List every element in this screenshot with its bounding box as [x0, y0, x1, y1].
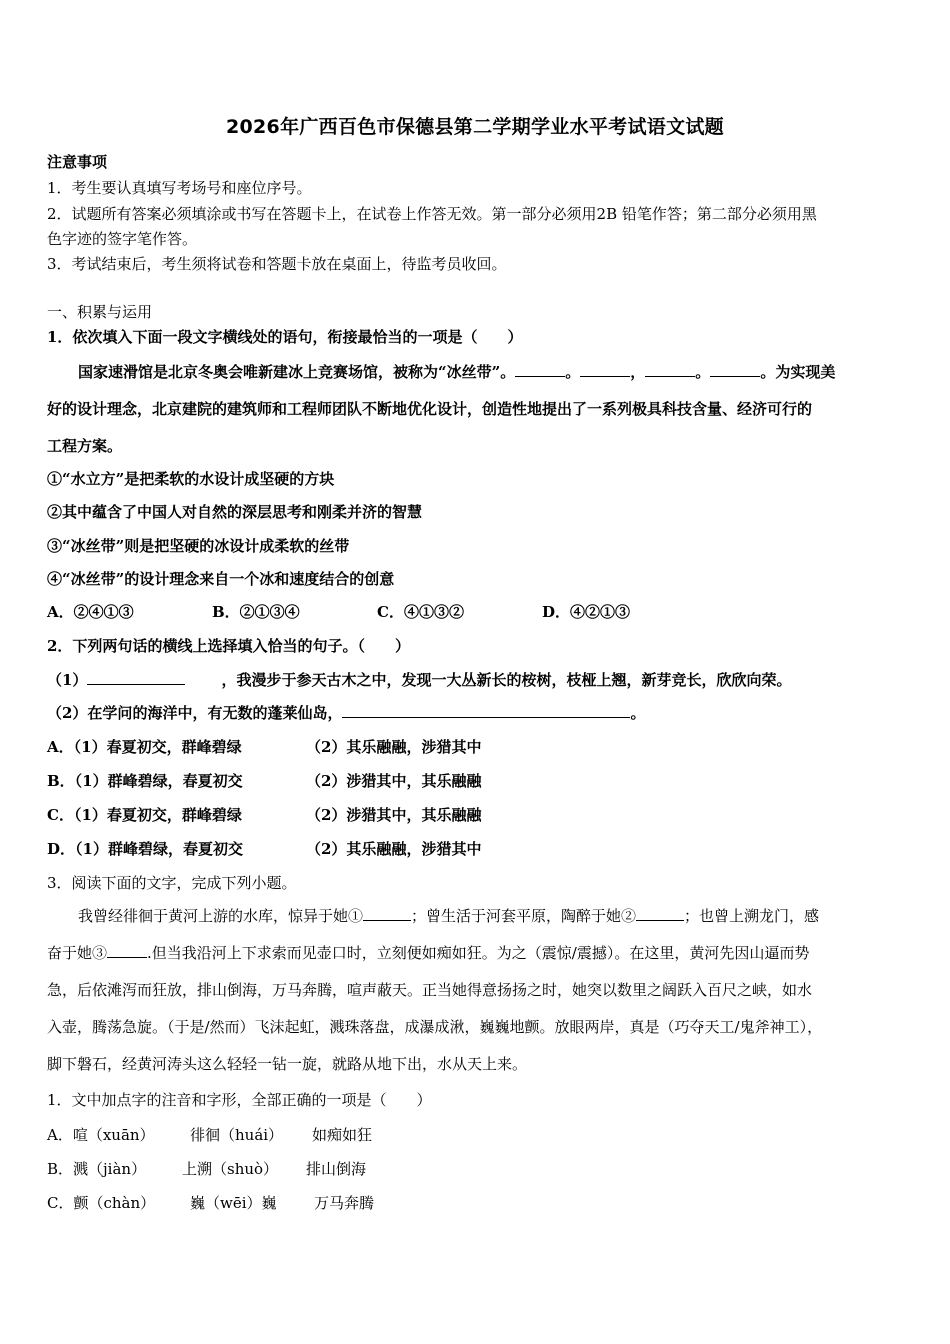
- question-1-option-c[interactable]: C．④①③②: [377, 603, 464, 621]
- question-1-statement: ④“冰丝带”的设计理念来自一个冰和速度结合的创意: [47, 570, 395, 588]
- answer-blank[interactable]: [710, 362, 760, 377]
- passage-text: ；曾生活于河套平原，陶醉于她②: [411, 907, 637, 925]
- question-1-statement: ①“水立方”是把柔软的水设计成坚硬的方块: [47, 470, 335, 488]
- question-1-passage-line: 好的设计理念，北京建院的建筑师和工程师团队不断地优化设计，创造性地提出了一系列极具科技含量、经济可行的: [47, 400, 813, 418]
- question-2-option-c[interactable]: C．（1）春夏初交，群峰碧绿: [47, 806, 242, 824]
- passage-text: 国家速滑馆是北京冬奥会唯新建冰上竞赛场馆，被称为“冰丝带”。: [78, 363, 516, 381]
- option-part: 上溯（shuò）: [182, 1160, 279, 1178]
- question-2-option-a-part2: （2）其乐融融，涉猎其中: [306, 738, 482, 756]
- sentence-prefix: （1）: [47, 671, 88, 689]
- answer-blank[interactable]: [342, 703, 630, 718]
- question-1-passage-line: 工程方案。: [47, 437, 123, 455]
- reading-passage-line: [78, 905, 819, 926]
- question-2-option-c-part2: （2）涉猎其中，其乐融融: [306, 806, 482, 824]
- question-2-stem: 2．下列两句话的横线上选择填入恰当的句子。（ ）: [47, 637, 410, 655]
- passage-text: 。: [565, 363, 581, 381]
- answer-blank[interactable]: [87, 670, 185, 685]
- question-3-stem: 3．阅读下面的文字，完成下列小题。: [47, 874, 297, 892]
- notice-item: 色字迹的签字笔作答。: [47, 230, 198, 248]
- question-1-stem: 1．依次填入下面一段文字横线处的语句，衔接最恰当的一项是（ ）: [47, 328, 523, 346]
- notice-item: 2．试题所有答案必须填涂或书写在答题卡上，在试卷上作答无效。第一部分必须用2B 铅笔作答；第二部分必须用黑: [47, 205, 817, 223]
- question-1-statement: ②其中蕴含了中国人对自然的深层思考和刚柔并济的智慧: [47, 503, 423, 521]
- question-3-sub1-option-c[interactable]: C．颤（chàn）: [47, 1194, 156, 1212]
- answer-blank[interactable]: [363, 906, 411, 921]
- answer-blank[interactable]: [515, 362, 565, 377]
- notice-item: 1．考生要认真填写考场号和座位序号。: [47, 179, 312, 197]
- passage-text: ，: [630, 363, 646, 381]
- question-1-passage-line: [78, 361, 835, 382]
- question-1-option-a[interactable]: A．②④①③: [47, 603, 134, 621]
- question-2-option-b-part2: （2）涉猎其中，其乐融融: [306, 772, 482, 790]
- answer-blank[interactable]: [645, 362, 695, 377]
- option-part: 徘徊（huái）: [190, 1126, 284, 1144]
- question-2-option-b[interactable]: B．（1）群峰碧绿，春夏初交: [47, 772, 243, 790]
- passage-text: 。: [695, 363, 711, 381]
- question-2-sentence-2: [47, 702, 645, 723]
- option-part: 如痴如狂: [312, 1126, 373, 1144]
- question-2-sentence-1: [47, 669, 791, 690]
- question-3-sub1-stem: 1．文中加点字的注音和字形，全部正确的一项是（ ）: [47, 1091, 432, 1109]
- passage-text: 。为实现美: [760, 363, 836, 381]
- passage-text: ；也曾上溯龙门，感: [684, 907, 820, 925]
- question-2-option-d[interactable]: D．（1）群峰碧绿，春夏初交: [47, 840, 243, 858]
- question-1-option-b[interactable]: B．②①③④: [212, 603, 300, 621]
- section-heading: 一、积累与运用: [47, 303, 153, 321]
- sentence-text: （2）在学问的海洋中，有无数的蓬莱仙岛，: [47, 704, 343, 722]
- question-1-statement: ③“冰丝带”则是把坚硬的冰设计成柔软的丝带: [47, 537, 350, 555]
- sentence-text: ，我漫步于参天古木之中，发现一大丛新长的桉树，枝桠上翘，新芽竞长，欣欣向荣。: [221, 671, 792, 689]
- question-2-option-d-part2: （2）其乐融融，涉猎其中: [306, 840, 482, 858]
- option-part: 巍（wēi）巍: [190, 1194, 277, 1212]
- answer-blank[interactable]: [107, 943, 147, 958]
- reading-passage-line: 脚下磐石，经黄河涛头这么轻轻一钻一旋，就路从地下出，水从天上来。: [47, 1055, 528, 1073]
- question-3-sub1-option-a[interactable]: A．喧（xuān）: [47, 1126, 155, 1144]
- notice-item: 3．考试结束后，考生须将试卷和答题卡放在桌面上，待监考员收回。: [47, 255, 507, 273]
- answer-blank[interactable]: [636, 906, 684, 921]
- passage-text: 我曾经徘徊于黄河上游的水库，惊异于她①: [78, 907, 364, 925]
- sentence-text: 。: [630, 704, 646, 722]
- notice-heading: 注意事项: [47, 153, 108, 171]
- answer-blank[interactable]: [580, 362, 630, 377]
- page-title: 2026年广西百色市保德县第二学期学业水平考试语文试题: [226, 116, 724, 138]
- question-3-sub1-option-b[interactable]: B．溅（jiàn）: [47, 1160, 147, 1178]
- passage-text: 奋于她③: [47, 944, 108, 962]
- reading-passage-line: 入壶，腾荡急旋。（于是/然而）飞沫起虹，溅珠落盘，成瀑成湫，巍巍地颤。放眼两岸，真是（巧夺天工/鬼斧神工），: [47, 1018, 823, 1036]
- passage-text: .但当我沿河上下求索而见壶口时，立刻便如痴如狂。为之（震惊/震撼）。在这里，黄河先因山逼而势: [147, 944, 810, 962]
- option-part: 万马奔腾: [314, 1194, 375, 1212]
- question-1-option-d[interactable]: D．④②①③: [542, 603, 631, 621]
- reading-passage-line: [47, 942, 809, 963]
- question-2-option-a[interactable]: A．（1）春夏初交，群峰碧绿: [47, 738, 242, 756]
- option-part: 排山倒海: [306, 1160, 367, 1178]
- reading-passage-line: 急，后依滩泻而狂放，排山倒海，万马奔腾，喧声蔽天。正当她得意扬扬之时，她突以数里之阔跃入百尺之峡，如水: [47, 981, 813, 999]
